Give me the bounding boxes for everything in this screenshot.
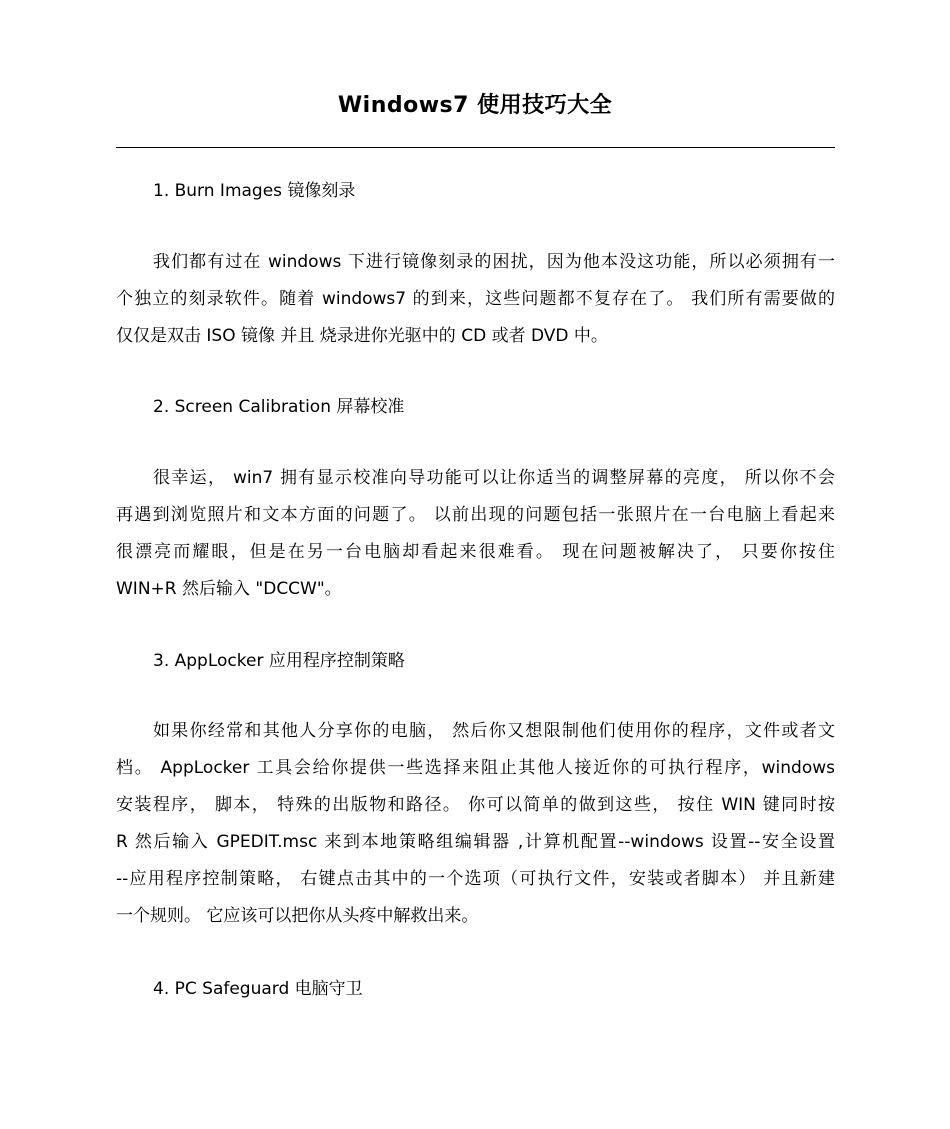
section-heading-burn-images: 1. Burn Images 镜像刻录 — [153, 181, 356, 201]
paragraph-line: 档。 AppLocker 工具会给你提供一些选择来阻止其他人接近你的可执行程序，windows — [116, 758, 835, 778]
paragraph-line: 很幸运， win7 拥有显示校准向导功能可以让你适当的调整屏幕的亮度， 所以你不会 — [153, 468, 835, 488]
paragraph-line: 如果你经常和其他人分享你的电脑， 然后你又想限制他们使用你的程序，文件或者文 — [153, 721, 835, 741]
title-divider — [116, 147, 835, 148]
section-paragraph-screen-calibration — [116, 460, 835, 608]
paragraph-line: 一个规则。 它应该可以把你从头疼中解救出来。 — [116, 906, 479, 926]
paragraph-line: 我们都有过在 windows 下进行镜像刻录的困扰，因为他本没这功能，所以必须拥有一 — [153, 252, 835, 272]
document-title: Windows7 使用技巧大全 — [337, 93, 613, 118]
section-heading-applocker: 3. AppLocker 应用程序控制策略 — [153, 651, 405, 671]
section-paragraph-applocker — [116, 713, 835, 935]
paragraph-line: 仅仅是双击 ISO 镜像 并且 烧录进你光驱中的 CD 或者 DVD 中。 — [116, 326, 608, 346]
paragraph-line: WIN+R 然后输入 "DCCW"。 — [116, 579, 342, 599]
paragraph-line: --应用程序控制策略， 右键点击其中的一个选项（可执行文件，安装或者脚本） 并且新建 — [116, 869, 835, 889]
section-heading-screen-calibration: 2. Screen Calibration 屏幕校准 — [153, 397, 405, 417]
paragraph-line: 个独立的刻录软件。随着 windows7 的到来，这些问题都不复存在了。 我们所有需要做的 — [116, 289, 835, 309]
paragraph-line: 再遇到浏览照片和文本方面的问题了。 以前出现的问题包括一张照片在一台电脑上看起来 — [116, 505, 835, 525]
section-paragraph-burn-images — [116, 244, 835, 355]
section-heading-pc-safeguard: 4. PC Safeguard 电脑守卫 — [153, 979, 363, 999]
paragraph-line: R 然后输入 GPEDIT.msc 来到本地策略组编辑器 ,计算机配置--windows 设置--安全设置 — [116, 832, 835, 852]
paragraph-line: 安装程序， 脚本， 特殊的出版物和路径。 你可以简单的做到这些， 按住 WIN 键同时按 — [116, 795, 835, 815]
paragraph-line: 很漂亮而耀眼，但是在另一台电脑却看起来很难看。 现在问题被解决了， 只要你按住 — [116, 542, 835, 562]
